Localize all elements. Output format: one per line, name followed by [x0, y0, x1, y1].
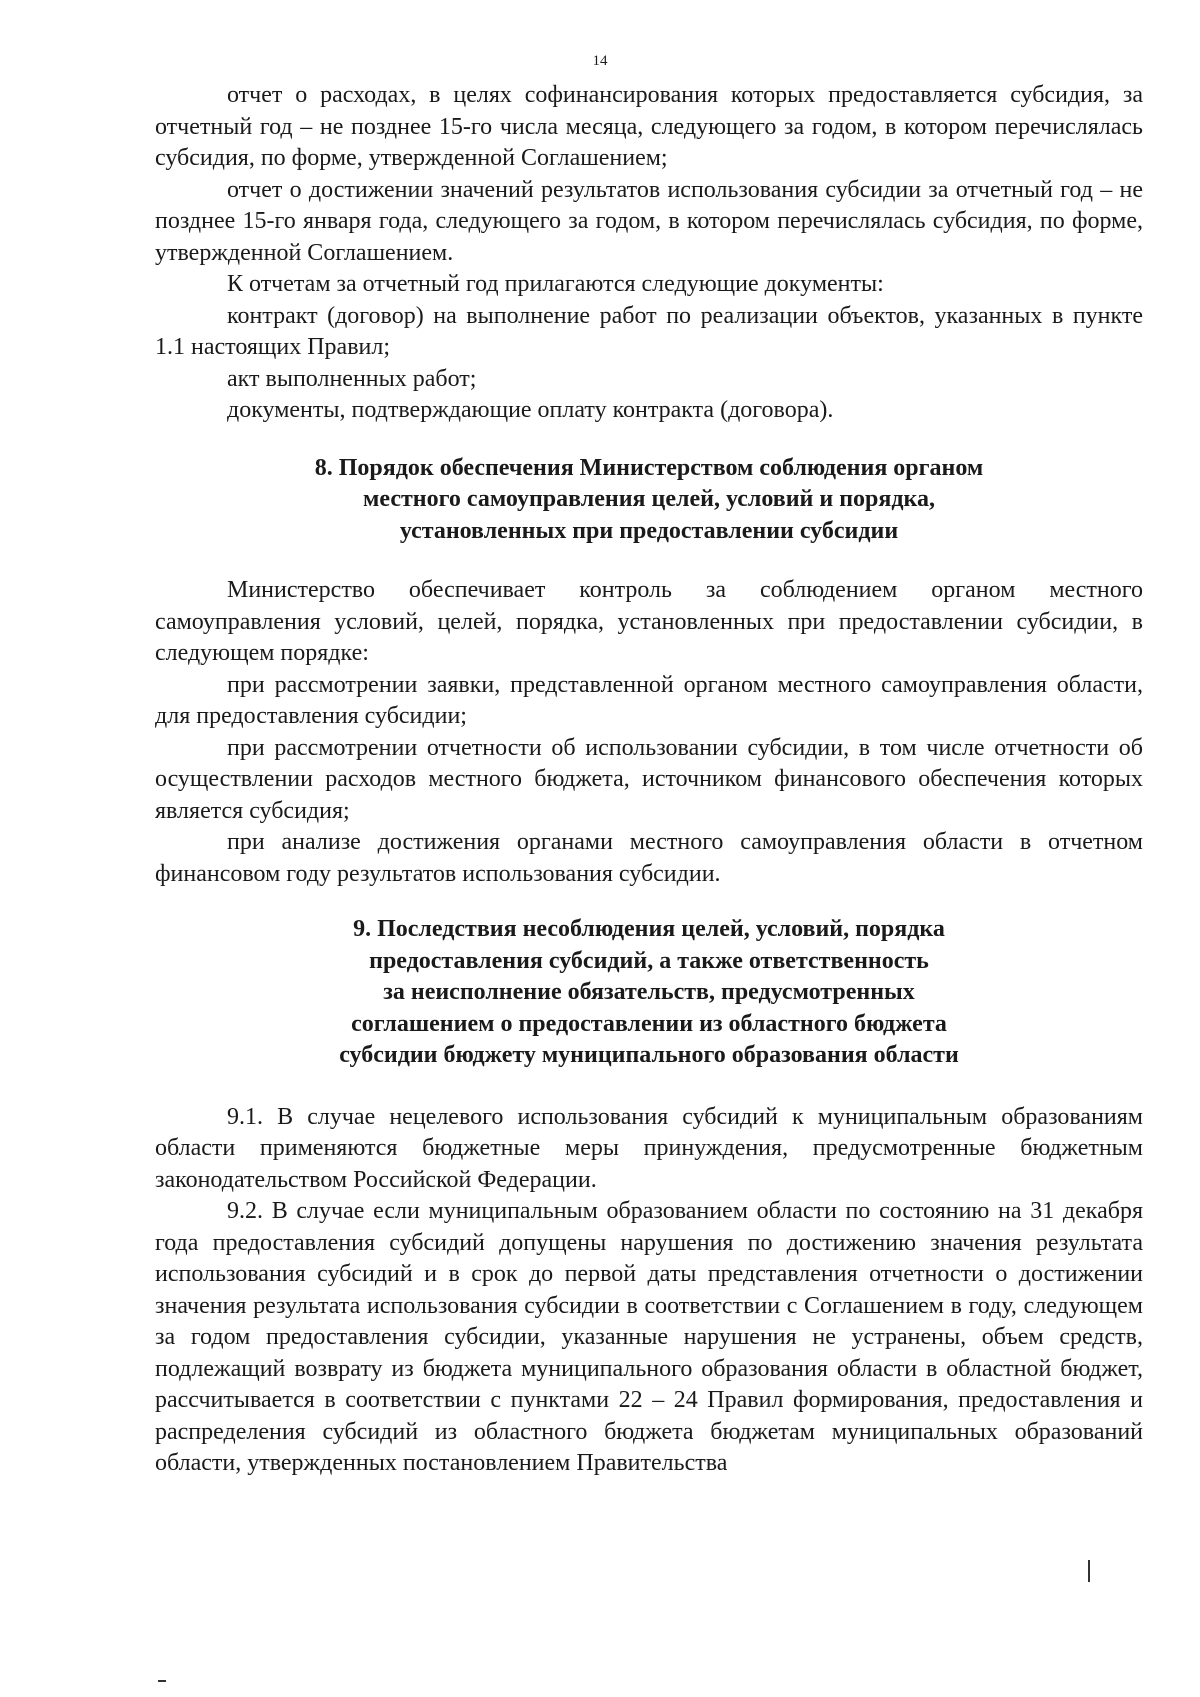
paragraph-results-report: отчет о достижении значений результатов использования субсидии за отчетный год – не позднее 15-го января года, следующего за годом, в котором перечислялась субсидия, по форме, утвержденной Соглашением.	[155, 176, 1143, 266]
scan-artifact-mark	[1088, 1560, 1090, 1582]
section-9-heading	[155, 914, 1143, 1072]
section-8-heading-line: установленных при предоставлении субсидии	[399, 517, 899, 544]
page-number: 14	[592, 53, 608, 69]
paragraph-acceptance-act: акт выполненных работ;	[227, 365, 477, 392]
paragraph-control-application: при рассмотрении заявки, представленной органом местного самоуправления области, для предоставления субсидии;	[155, 671, 1143, 729]
section-9-heading-line: субсидии бюджету муниципального образования области	[339, 1042, 959, 1068]
section-8-heading-line: 8. Порядок обеспечения Министерством соблюдения органом	[314, 454, 984, 481]
section-8-body	[155, 575, 1143, 890]
page-content	[155, 80, 1143, 1480]
paragraph-contract: контракт (договор) на выполнение работ по реализации объектов, указанных в пункте 1.1 настоящих Правил;	[155, 302, 1143, 360]
paragraph-expense-report: отчет о расходах, в целях софинансирования которых предоставляется субсидия, за отчетный год – не позднее 15-го числа месяца, следующего за годом, в котором перечислялась субсидия, по форме, утвержденной Соглашением;	[155, 82, 1143, 171]
paragraph-9-1: 9.1. В случае нецелевого использования субсидий к муниципальным образованиям области применяются бюджетные меры принуждения, предусмотренные бюджетным законодательством Российской Федерации.	[155, 1103, 1143, 1193]
paragraph-payment-documents: документы, подтверждающие оплату контракта (договора).	[227, 397, 834, 423]
section-8-heading	[155, 453, 1143, 548]
paragraph-control-analysis: при анализе достижения органами местного самоуправления области в отчетном финансовом году результатов использования субсидии.	[155, 829, 1143, 887]
paragraph-9-2: 9.2. В случае если муниципальным образованием области по состоянию на 31 декабря года предоставления субсидий допущены нарушения по достижению значения результата использования субсидий и в срок до первой даты представления отчетности о достижении значения результата использования субсидии в соответствии с Соглашением в году, следующем за годом предоставления субсидии, указанные нарушения не устранены, объем средств, подлежащий возврату из бюджета муниципального образования области в областной бюджет, рассчитывается в соответствии с пунктами 22 – 24 Правил формирования, предоставления и распределения субсидий из областного бюджета бюджетам муниципальных образований области, утвержденных постановлением Правительства	[155, 1198, 1143, 1476]
section-9-heading-line: 9. Последствия несоблюдения целей, условий, порядка	[353, 916, 945, 942]
section-9-heading-line: соглашением о предоставлении из областного бюджета	[351, 1010, 947, 1037]
section-9-body	[155, 1102, 1143, 1480]
scan-artifact-mark	[158, 1680, 166, 1682]
paragraph-control-reporting: при рассмотрении отчетности об использовании субсидии, в том числе отчетности об осуществлении расходов местного бюджета, источником финансового обеспечения которых является субсидия;	[155, 734, 1143, 824]
section-9-heading-line: предоставления субсидий, а также ответственность	[369, 947, 929, 974]
section-8-heading-line: местного самоуправления целей, условий и порядка,	[363, 486, 935, 512]
reporting-requirements-block	[155, 80, 1143, 427]
paragraph-attached-documents-intro: К отчетам за отчетный год прилагаются следующие документы:	[227, 271, 884, 297]
paragraph-control-intro: Министерство обеспечивает контроль за соблюдением органом местного самоуправления условий, целей, порядка, установленных при предоставлении субсидии, в следующем порядке:	[155, 577, 1143, 666]
section-9-heading-line: за неисполнение обязательств, предусмотренных	[383, 979, 915, 1005]
